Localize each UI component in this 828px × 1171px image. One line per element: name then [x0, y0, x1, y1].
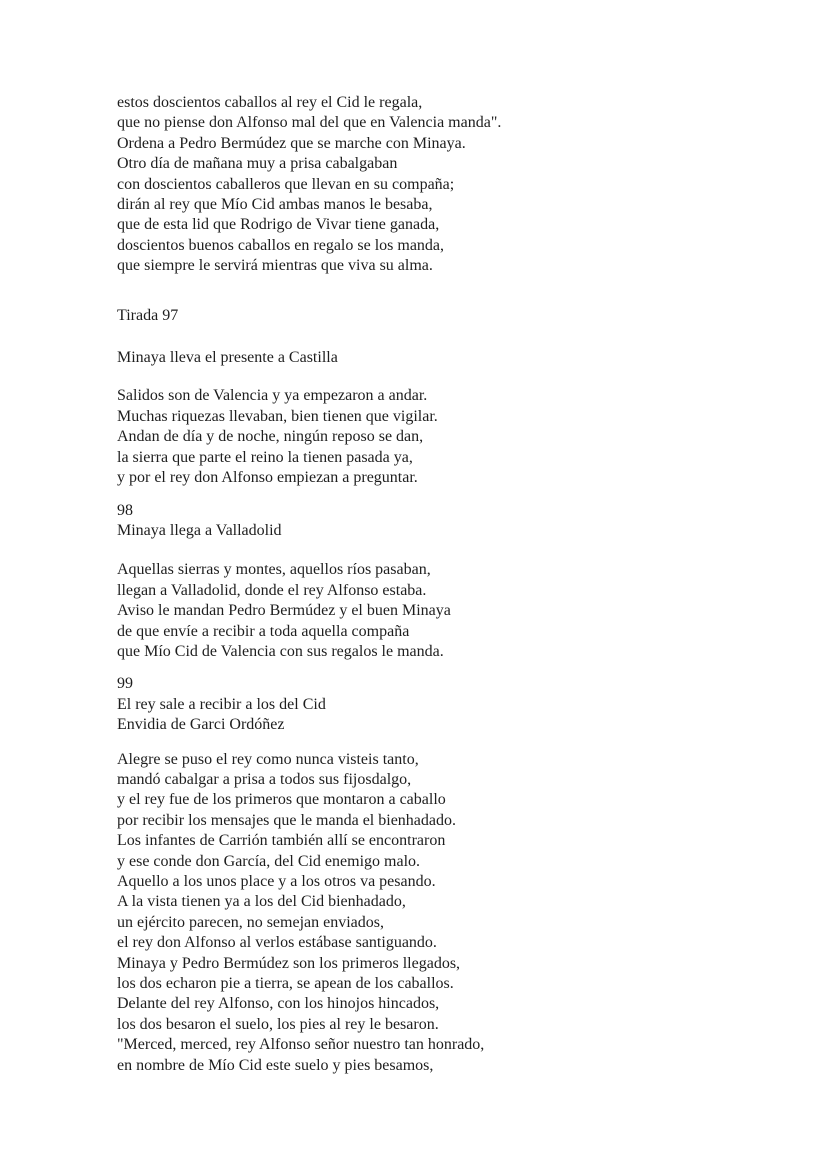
section-subtitle: Envidia de Garci Ordóñez [117, 716, 285, 734]
poem-line: Aviso le mandan Pedro Bermúdez y el buen Minaya [117, 602, 451, 620]
poem-line: Muchas riquezas llevaban, bien tienen que vigilar. [117, 407, 438, 425]
poem-line: de que envíe a recibir a toda aquella compaña [117, 622, 410, 640]
poem-line: Ordena a Pedro Bermúdez que se marche con Minaya. [117, 134, 466, 152]
poem-line: la sierra que parte el reino la tienen pasada ya, [117, 448, 413, 466]
poem-line: Aquellas sierras y montes, aquellos ríos pasaban, [117, 561, 431, 579]
poem-line: Otro día de mañana muy a prisa cabalgaban [117, 155, 398, 173]
poem-line: Delante del rey Alfonso, con los hinojos hincados, [117, 995, 440, 1013]
poem-line: estos doscientos caballos al rey el Cid le regala, [117, 94, 423, 111]
section-heading: 99 [117, 675, 133, 693]
poem-line: que de esta lid que Rodrigo de Vivar tiene ganada, [117, 216, 440, 234]
poem-line: y ese conde don García, del Cid enemigo malo. [117, 852, 421, 870]
section-subtitle: Minaya lleva el presente a Castilla [117, 349, 338, 367]
poem-line: que no piense don Alfonso mal del que en Valencia manda". [117, 114, 502, 132]
section-subtitle: El rey sale a recibir a los del Cid [117, 695, 326, 713]
section-heading: 98 [117, 501, 133, 519]
poem-line: los dos echaron pie a tierra, se apean de los caballos. [117, 975, 454, 993]
poem-line: mandó cabalgar a prisa a todos sus fijosdalgo, [117, 770, 412, 788]
poem-line: en nombre de Mío Cid este suelo y pies besamos, [117, 1056, 434, 1074]
poem-line: que Mío Cid de Valencia con sus regalos le manda. [117, 642, 444, 660]
poem-line: doscientos buenos caballos en regalo se los manda, [117, 236, 445, 254]
stanza-block [117, 93, 501, 277]
poem-line: Alegre se puso el rey como nunca visteis tanto, [117, 750, 419, 768]
stanza-block [117, 750, 501, 1077]
poem-line: llegan a Valladolid, donde el rey Alfonso estaba. [117, 581, 427, 599]
section-heading: Tirada 97 [117, 306, 179, 324]
poem-line: los dos besaron el suelo, los pies al rey le besaron. [117, 1015, 439, 1033]
section-subtitle: Minaya llega a Valladolid [117, 521, 282, 539]
poem-line: y por el rey don Alfonso empiezan a preguntar. [117, 469, 418, 487]
poem-line: Los infantes de Carrión también allí se encontraron [117, 832, 446, 850]
poem-line: A la vista tienen ya a los del Cid bienhadado, [117, 893, 406, 911]
poem-line: Aquello a los unos place y a los otros va pesando. [117, 873, 436, 890]
section-heading-block [117, 501, 501, 542]
poem-line: y el rey fue de los primeros que montaron a caballo [117, 791, 446, 809]
poem-line: Andan de día y de noche, ningún reposo se dan, [117, 428, 424, 446]
poem-line: un ejército parecen, no semejan enviados, [117, 913, 384, 931]
text-column [117, 93, 501, 1076]
stanza-block [117, 386, 501, 488]
section-heading-block [117, 306, 501, 326]
stanza-block [117, 560, 501, 662]
section-heading-block [117, 674, 501, 735]
poem-line: con doscientos caballeros que llevan en su compaña; [117, 175, 455, 193]
poem-line: "Merced, merced, rey Alfonso señor nuestro tan honrado, [117, 1036, 485, 1054]
poem-line: por recibir los mensajes que le manda el bienhadado. [117, 811, 456, 829]
poem-line: el rey don Alfonso al verlos estábase santiguando. [117, 934, 437, 952]
section-subtitle-block [117, 348, 501, 368]
poem-line: que siempre le servirá mientras que viva su alma. [117, 257, 433, 275]
poem-line: dirán al rey que Mío Cid ambas manos le besaba, [117, 196, 433, 214]
poem-line: Salidos son de Valencia y ya empezaron a andar. [117, 387, 428, 405]
poem-line: Minaya y Pedro Bermúdez son los primeros llegados, [117, 954, 461, 972]
